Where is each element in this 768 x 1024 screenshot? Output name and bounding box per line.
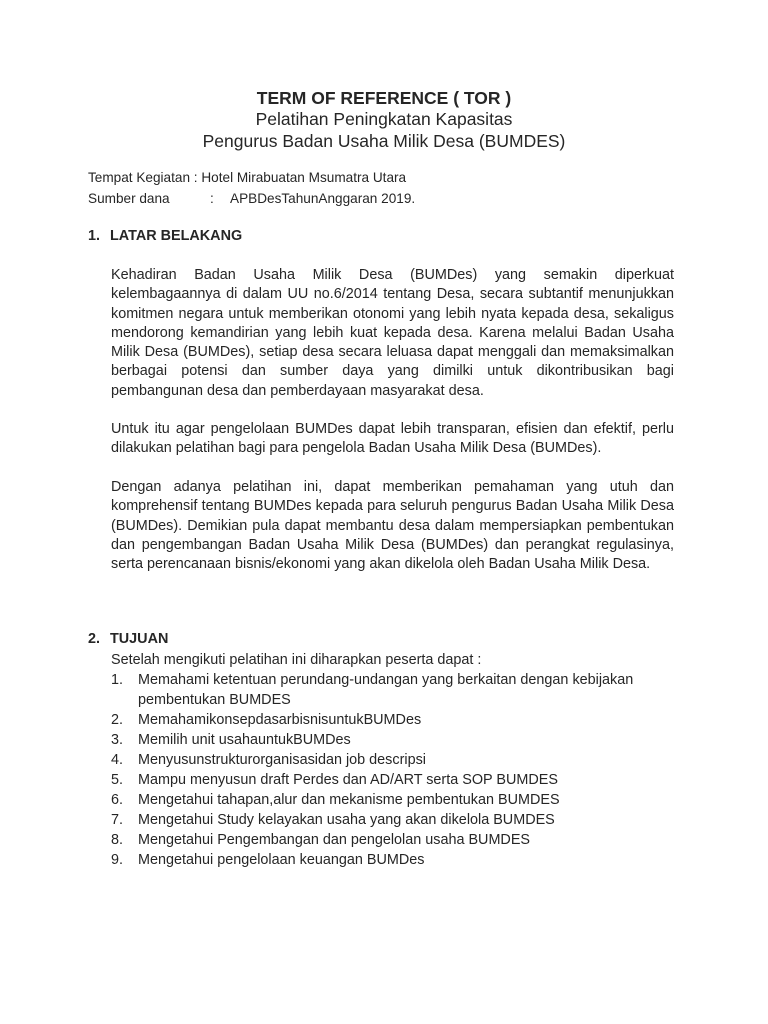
section-heading-objectives <box>88 629 168 649</box>
list-item <box>111 810 674 830</box>
section-number: 1. <box>88 228 101 244</box>
list-item <box>111 730 674 750</box>
list-item <box>111 850 674 870</box>
funding-colon: : <box>210 191 214 206</box>
list-item-text: Mengetahui Study kelayakan usaha yang akan dikelola BUMDES <box>138 812 555 828</box>
objectives-list <box>111 670 674 870</box>
list-item-text: Mengetahui Pengembangan dan pengelolan usaha BUMDES <box>138 832 531 848</box>
list-item-text: Mampu menyusun draft Perdes dan AD/ART serta SOP BUMDES <box>138 772 558 788</box>
list-item-number: 4. <box>111 752 124 768</box>
section-title: LATAR BELAKANG <box>110 228 243 244</box>
funding-label: Sumber dana <box>88 191 170 206</box>
list-item <box>111 710 674 730</box>
document-subtitle-2: Pengurus Badan Usaha Milik Desa (BUMDES) <box>202 131 566 151</box>
document-subtitle-1: Pelatihan Peningkatan Kapasitas <box>255 109 513 129</box>
list-item-number: 5. <box>111 772 124 788</box>
section-number: 2. <box>88 631 101 647</box>
section-title: TUJUAN <box>110 631 169 647</box>
funding-line <box>88 190 415 208</box>
background-paragraph-2: Untuk itu agar pengelolaan BUMDes dapat lebih transparan, efisien dan efektif, perlu dilakukan pelatihan bagi para pengelola Badan Usaha Milik Desa (BUMDes). <box>111 421 674 457</box>
funding-value: APBDesTahunAnggaran 2019. <box>230 191 416 206</box>
list-item-number: 8. <box>111 832 124 848</box>
list-item-text: Memahami ketentuan perundang-undangan yang berkaitan dengan kebijakan pembentukan BUMDES <box>138 672 634 708</box>
list-item-number: 6. <box>111 792 124 808</box>
list-item <box>111 790 674 810</box>
background-paragraph-1: Kehadiran Badan Usaha Milik Desa (BUMDes) yang semakin diperkuat kelembagaannya di dalam UU no.6/2014 tentang Desa, secara subtantif menunjukkan komitmen negara untuk memberikan otonomi yang lebih nyata kepada desa, sekaligus mendorong kemandirian yang lebih kuat kepada desa. Karena melalui Badan Usaha Milik Desa (BUMDes), setiap desa secara leluasa dapat menggali dan memaksimalkan berbagai potensi dan sumber daya yang dimilki untuk dikontribusikan bagi pembangunan desa dan pemberdayaan masyarakat desa. <box>111 267 674 399</box>
list-item-text: Memilih unit usahauntukBUMDes <box>138 732 351 748</box>
section-heading-background <box>88 226 242 246</box>
objectives-intro: Setelah mengikuti pelatihan ini diharapkan peserta dapat : <box>111 652 482 668</box>
list-item <box>111 750 674 770</box>
list-item <box>111 770 674 790</box>
list-item-number: 3. <box>111 732 124 748</box>
venue-line: Tempat Kegiatan : Hotel Mirabuatan Msumatra Utara <box>88 170 407 185</box>
list-item-text: Menyusunstrukturorganisasidan job descripsi <box>138 752 426 768</box>
list-item-number: 2. <box>111 712 124 728</box>
list-item <box>111 830 674 850</box>
list-item-number: 1. <box>111 672 124 688</box>
list-item <box>111 670 674 710</box>
background-paragraph-3: Dengan adanya pelatihan ini, dapat memberikan pemahaman yang utuh dan komprehensif tentang BUMDes kepada para seluruh pengurus Badan Usaha Milik Desa (BUMDes). Demikian pula dapat membantu desa dalam mempersiapkan pembentukan dan pengembangan Badan Usaha Milik Desa (BUMDes) dan perangkat regulasinya, serta perencanaan bisnis/ekonomi yang akan dikelola oleh Badan Usaha Milik Desa. <box>111 479 674 573</box>
list-item-text: Mengetahui pengelolaan keuangan BUMDes <box>138 852 425 868</box>
list-item-number: 7. <box>111 812 124 828</box>
list-item-number: 9. <box>111 852 124 868</box>
list-item-text: MemahamikonsepdasarbisnisuntukBUMDes <box>138 712 422 728</box>
document-title: TERM OF REFERENCE ( TOR ) <box>256 88 512 108</box>
list-item-text: Mengetahui tahapan,alur dan mekanisme pembentukan BUMDES <box>138 792 560 808</box>
